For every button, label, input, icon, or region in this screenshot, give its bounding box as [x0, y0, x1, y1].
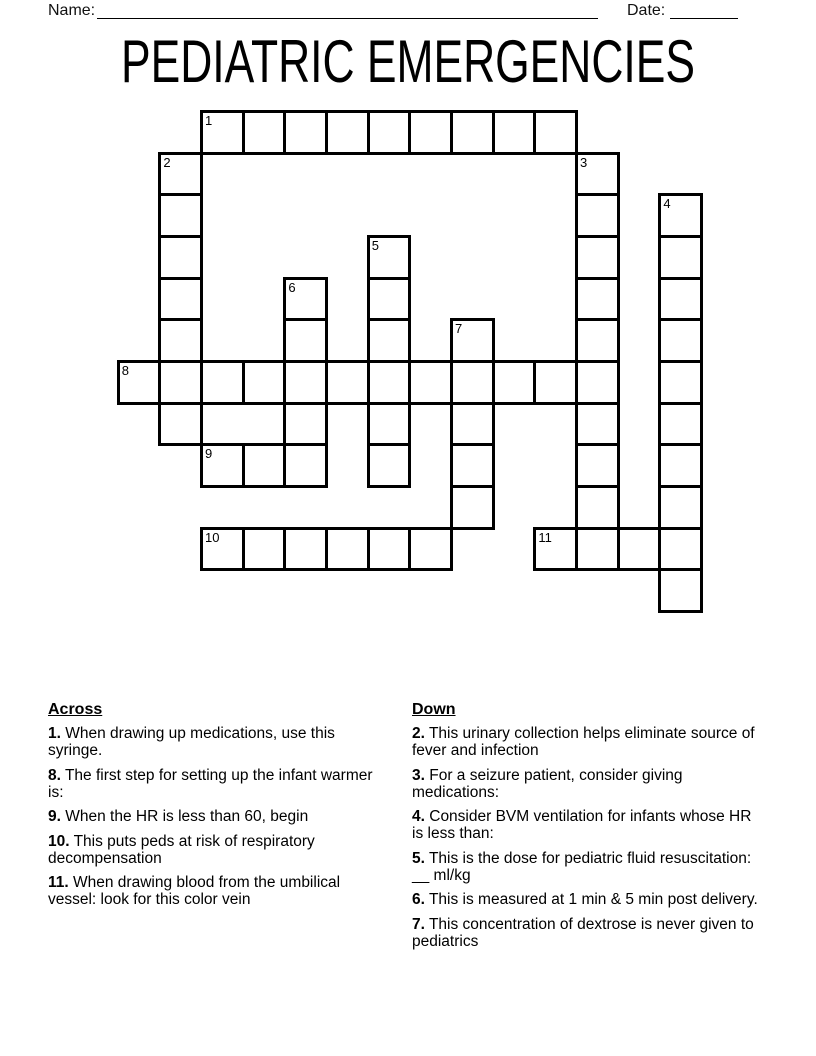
clue-item: [48, 874, 386, 908]
clue-item: [48, 725, 386, 759]
clue-text: Consider BVM ventilation for infants whose HR is less than:: [412, 808, 752, 842]
crossword-cell[interactable]: [158, 318, 203, 363]
crossword-cell[interactable]: [492, 110, 537, 155]
crossword-cell[interactable]: [158, 277, 203, 322]
clue-number: 8.: [48, 766, 61, 784]
crossword-cell[interactable]: [242, 360, 287, 405]
crossword-cell[interactable]: [117, 360, 162, 405]
crossword-cell[interactable]: [450, 485, 495, 530]
clue-number: 7.: [412, 915, 425, 933]
crossword-cell[interactable]: [658, 235, 703, 280]
crossword-cell[interactable]: [658, 568, 703, 613]
down-clue-list: [412, 725, 764, 950]
crossword-cell[interactable]: [658, 443, 703, 488]
crossword-cell[interactable]: [575, 402, 620, 447]
crossword-cell[interactable]: [533, 360, 578, 405]
clue-number: 1.: [48, 725, 61, 742]
crossword-cell[interactable]: [283, 527, 328, 572]
cell-number: 11: [538, 529, 552, 545]
cell-number: 3: [580, 154, 588, 170]
crossword-cell[interactable]: [450, 110, 495, 155]
clue-item: [48, 767, 386, 801]
crossword-cell[interactable]: [367, 402, 412, 447]
crossword-cell[interactable]: [367, 110, 412, 155]
crossword-cell[interactable]: [450, 443, 495, 488]
crossword-cell[interactable]: [658, 485, 703, 530]
clue-item: [412, 916, 764, 950]
crossword-cell[interactable]: [450, 360, 495, 405]
crossword-cell[interactable]: [658, 318, 703, 363]
clue-item: [412, 767, 764, 801]
across-clues-section: [48, 701, 386, 916]
crossword-cell[interactable]: [575, 193, 620, 238]
clue-text: When drawing up medications, use this syringe.: [48, 725, 335, 759]
crossword-cell[interactable]: [617, 527, 662, 572]
crossword-cell[interactable]: [158, 360, 203, 405]
crossword-cell[interactable]: [200, 527, 245, 572]
crossword-cell[interactable]: [367, 235, 412, 280]
crossword-cell[interactable]: [158, 402, 203, 447]
clue-text: When drawing blood from the umbilical vessel: look for this color vein: [48, 874, 341, 908]
crossword-cell[interactable]: [658, 402, 703, 447]
crossword-cell[interactable]: [658, 360, 703, 405]
clue-number: 11.: [48, 874, 69, 891]
clue-item: [412, 808, 764, 842]
clue-item: [48, 808, 386, 825]
crossword-cell[interactable]: [575, 527, 620, 572]
crossword-cell[interactable]: [367, 277, 412, 322]
cell-number: 8: [121, 363, 129, 378]
crossword-cell[interactable]: [158, 152, 203, 197]
clue-text: The first step for setting up the infant warmer is:: [48, 766, 373, 801]
across-heading: Across: [48, 701, 103, 718]
crossword-cell[interactable]: [242, 110, 287, 155]
crossword-cell[interactable]: [533, 110, 578, 155]
cell-number: 10: [205, 529, 220, 545]
clue-number: 3.: [412, 766, 425, 784]
crossword-cell[interactable]: [283, 360, 328, 405]
crossword-cell[interactable]: [325, 110, 370, 155]
crossword-cell[interactable]: [367, 360, 412, 405]
crossword-cell[interactable]: [158, 193, 203, 238]
crossword-cell[interactable]: [658, 277, 703, 322]
crossword-cell[interactable]: [367, 527, 412, 572]
crossword-cell[interactable]: [575, 443, 620, 488]
crossword-cell[interactable]: [450, 402, 495, 447]
crossword-cell[interactable]: [575, 485, 620, 530]
clue-text: This puts peds at risk of respiratory decompensation: [48, 832, 315, 867]
crossword-cell[interactable]: [533, 527, 578, 572]
crossword-cell[interactable]: [367, 318, 412, 363]
clue-item: [412, 725, 764, 759]
crossword-cell[interactable]: [283, 277, 328, 322]
crossword-cell[interactable]: [325, 527, 370, 572]
crossword-cell[interactable]: [200, 110, 245, 155]
cell-number: 7: [455, 321, 463, 337]
down-clues-section: [412, 701, 764, 957]
crossword-cell[interactable]: [408, 360, 453, 405]
down-heading: Down: [412, 701, 456, 718]
clue-item: [48, 833, 386, 867]
crossword-cell[interactable]: [242, 443, 287, 488]
crossword-cell[interactable]: [575, 360, 620, 405]
crossword-cell[interactable]: [575, 277, 620, 322]
crossword-cell[interactable]: [283, 443, 328, 488]
cell-number: 9: [205, 446, 213, 462]
crossword-cell[interactable]: [492, 360, 537, 405]
cell-number: 1: [205, 113, 213, 128]
clue-number: 6.: [412, 891, 425, 908]
cell-number: 4: [663, 196, 671, 212]
clue-text: This is the dose for pediatric fluid resuscitation: __ ml/kg: [412, 849, 752, 884]
clue-number: 2.: [412, 725, 425, 742]
clue-text: When the HR is less than 60, begin: [60, 808, 309, 825]
crossword-cell[interactable]: [367, 443, 412, 488]
crossword-cell[interactable]: [283, 402, 328, 447]
crossword-cell[interactable]: [325, 360, 370, 405]
crossword-cell[interactable]: [575, 152, 620, 197]
crossword-cell[interactable]: [283, 318, 328, 363]
clue-text: For a seizure patient, consider giving medications:: [412, 766, 683, 801]
crossword-cell[interactable]: [158, 235, 203, 280]
crossword-cell[interactable]: [283, 110, 328, 155]
clue-number: 5.: [412, 849, 425, 867]
across-clue-list: [48, 725, 386, 908]
crossword-cell[interactable]: [450, 318, 495, 363]
crossword-cell[interactable]: [575, 235, 620, 280]
crossword-cell[interactable]: [658, 527, 703, 572]
clue-text: This concentration of dextrose is never given to pediatrics: [412, 915, 754, 950]
crossword-cell[interactable]: [575, 318, 620, 363]
clue-number: 10.: [48, 832, 70, 850]
crossword-cell[interactable]: [408, 527, 453, 572]
cell-number: 5: [371, 238, 379, 253]
cell-number: 6: [288, 279, 296, 295]
crossword-cell[interactable]: [408, 110, 453, 155]
clue-item: [412, 891, 764, 908]
clue-text: This is measured at 1 min & 5 min post delivery.: [424, 891, 758, 908]
crossword-cell[interactable]: [200, 443, 245, 488]
date-label: Date:: [627, 2, 666, 19]
clue-item: [412, 850, 764, 884]
clue-number: 4.: [412, 808, 425, 825]
clue-number: 9.: [48, 808, 61, 825]
crossword-cell[interactable]: [242, 527, 287, 572]
name-label: Name:: [48, 2, 96, 19]
clue-text: This urinary collection helps eliminate source of fever and infection: [412, 725, 755, 759]
cell-number: 2: [163, 154, 171, 170]
crossword-cell[interactable]: [200, 360, 245, 405]
page-title: PEDIATRIC EMERGENCIES: [120, 28, 695, 95]
crossword-cell[interactable]: [658, 193, 703, 238]
